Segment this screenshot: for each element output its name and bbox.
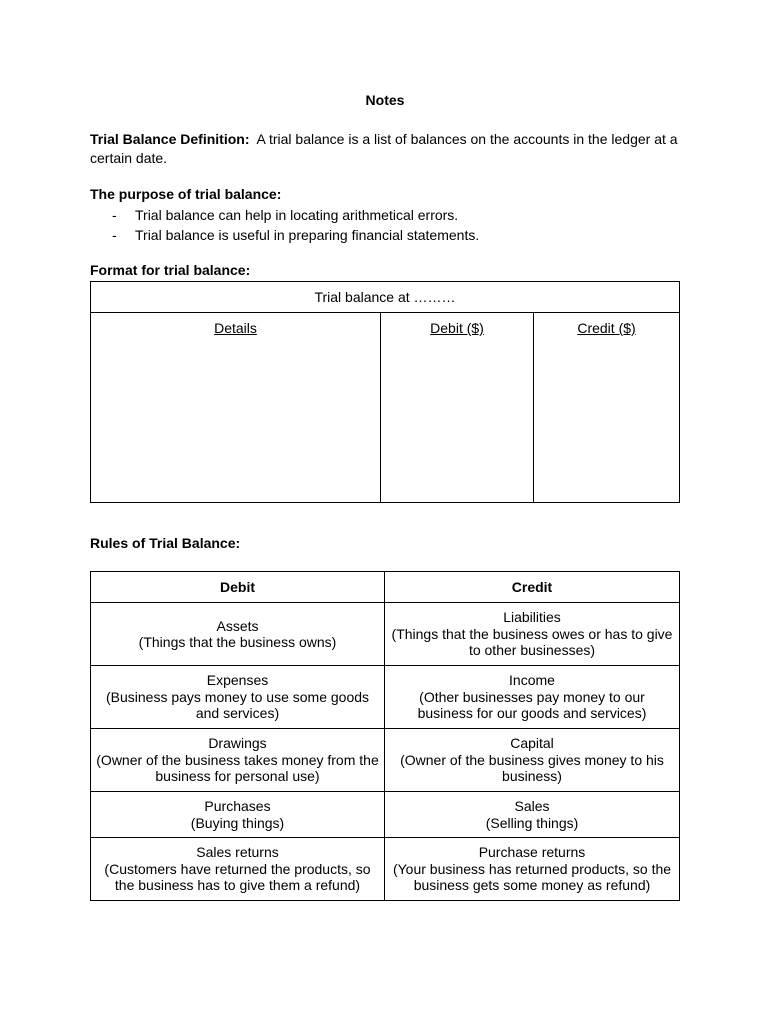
debit-column-header: Debit ($)	[430, 320, 484, 336]
table-row	[91, 838, 680, 901]
debit-cell	[91, 666, 385, 729]
debit-cell	[91, 603, 385, 666]
list-item	[112, 225, 479, 245]
debit-description: (Buying things)	[190, 814, 285, 831]
table-row	[91, 729, 680, 792]
credit-title: Income	[509, 672, 555, 689]
credit-title: Purchase returns	[478, 844, 586, 861]
credit-cell	[385, 729, 680, 792]
definition-label: Trial Balance Definition:	[90, 131, 250, 147]
debit-description: (Things that the business owns)	[138, 634, 337, 650]
list-item-text: Trial balance is useful in preparing financial statements.	[135, 227, 480, 243]
definition-text: A trial balance is a list of balances on the accounts in the ledger at a certain date.	[90, 131, 678, 166]
format-heading: Format for trial balance:	[90, 262, 251, 278]
credit-description: (Other businesses pay money to our business for our goods and services)	[417, 688, 647, 722]
purpose-list	[112, 205, 479, 245]
credit-title: Liabilities	[503, 609, 561, 626]
credit-header: Credit	[385, 572, 680, 603]
credit-description: (Selling things)	[485, 814, 579, 831]
credit-cell	[385, 666, 680, 729]
debit-title: Sales returns	[196, 844, 279, 861]
credit-cell	[385, 603, 680, 666]
rules-header-row	[91, 572, 680, 603]
credit-column-header: Credit ($)	[577, 320, 636, 336]
list-item-text: Trial balance can help in locating arithmetical errors.	[135, 207, 459, 223]
debit-title: Drawings	[208, 735, 267, 752]
debit-description: (Business pays money to use some goods and services)	[105, 688, 370, 722]
credit-title: Capital	[510, 735, 554, 752]
credit-title: Sales	[514, 798, 550, 814]
rules-table	[90, 571, 680, 901]
credit-column	[534, 313, 680, 503]
credit-cell	[385, 792, 680, 838]
debit-cell	[91, 838, 385, 901]
details-column	[91, 313, 381, 503]
trial-balance-format-table	[90, 281, 680, 503]
list-item	[112, 205, 479, 225]
details-column-header: Details	[214, 320, 257, 336]
credit-description: (Your business has returned products, so the business gets some money as refund)	[392, 860, 672, 894]
dash-bullet: -	[112, 207, 117, 223]
debit-title: Purchases	[204, 798, 271, 814]
debit-title: Assets	[216, 617, 259, 634]
purpose-heading: The purpose of trial balance:	[90, 186, 282, 202]
rules-heading: Rules of Trial Balance:	[90, 535, 241, 551]
table-row	[91, 792, 680, 838]
table-row	[91, 666, 680, 729]
table-row	[91, 603, 680, 666]
credit-description: (Owner of the business gives money to his business)	[400, 751, 664, 785]
credit-description: (Things that the business owes or has to give to other businesses)	[391, 625, 673, 659]
format-table-caption: Trial balance at ………	[91, 282, 680, 313]
debit-header: Debit	[91, 572, 385, 603]
debit-cell	[91, 792, 385, 838]
debit-description: (Owner of the business takes money from the business for personal use)	[96, 751, 379, 785]
page-title: Notes	[365, 92, 405, 108]
credit-cell	[385, 838, 680, 901]
dash-bullet: -	[112, 227, 117, 243]
debit-title: Expenses	[206, 672, 269, 689]
debit-cell	[91, 729, 385, 792]
debit-description: (Customers have returned the products, so the business has to give them a refund)	[104, 860, 371, 894]
debit-column	[381, 313, 534, 503]
definition-paragraph	[90, 130, 680, 168]
